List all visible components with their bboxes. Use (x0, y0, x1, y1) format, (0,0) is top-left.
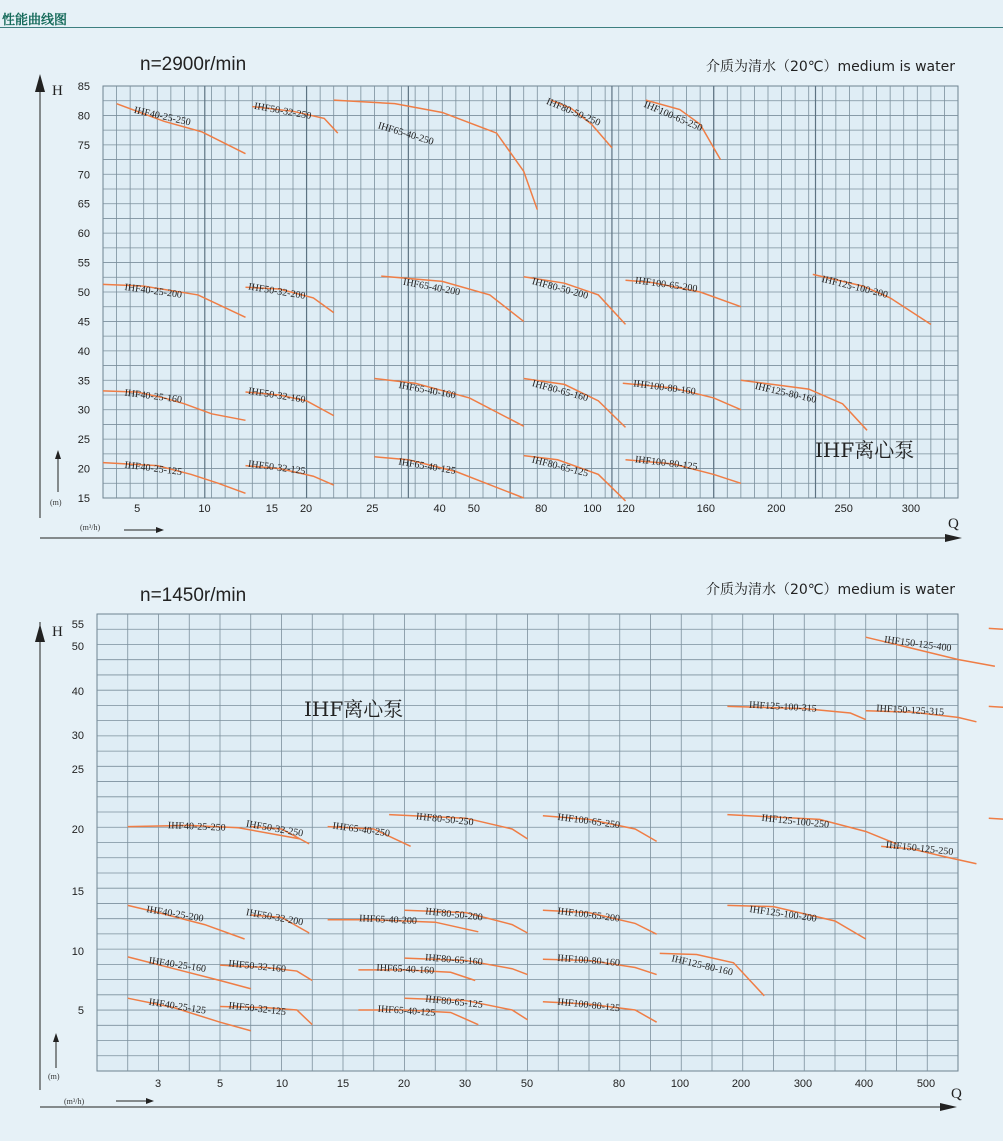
y-tick-label: 25 (77, 434, 90, 447)
x-tick-label: 100 (670, 1078, 690, 1090)
curve-IHF200-150-250 (989, 818, 1003, 860)
x-axis-name: Q (948, 516, 959, 532)
curve-IHF200-150-400 (989, 628, 1003, 657)
y-tick-label: 40 (77, 345, 90, 358)
x-tick-label: 200 (731, 1078, 751, 1090)
curve-label: IHF40-25-125 (147, 996, 207, 1017)
x-tick-label: 25 (366, 503, 379, 515)
curve-label: IHF80-65-125 (424, 993, 484, 1011)
x-tick-label: 160 (696, 503, 715, 515)
curve-label: IHF125-100-200 (748, 904, 818, 925)
y-tick-label: 20 (77, 463, 90, 476)
curve-label: IHF40-25-125 (123, 459, 183, 479)
speed-label: n=2900r/min (140, 54, 247, 75)
curve-label: IHF100-80-125 (556, 996, 621, 1015)
curve-label: IHF80-65-125 (530, 454, 590, 480)
curve-label: IHF65-40-200 (402, 276, 461, 299)
x-tick-label: 5 (216, 1078, 224, 1090)
curve-label: IHF65-40-125 (397, 456, 457, 477)
curve-label: IHF125-80-160 (670, 953, 734, 979)
y-tick-label: 5 (77, 1005, 84, 1017)
y-tick-label: 30 (71, 730, 84, 742)
unit-arrow-up-head (55, 450, 61, 459)
x-tick-label: 20 (397, 1078, 411, 1090)
y-axis-arrow (35, 74, 45, 92)
curve-label: IHF100-65-250 (641, 99, 704, 135)
x-tick-label: 300 (793, 1078, 813, 1090)
curve-label: IHF50-32-125 (247, 458, 307, 478)
y-tick-label: 50 (71, 641, 84, 653)
y-tick-label: 25 (71, 764, 84, 776)
y-tick-label: 40 (71, 686, 84, 698)
y-tick-label: 60 (77, 228, 90, 241)
curve-label: IHF150-125-315 (876, 703, 945, 719)
curve-label: IHF50-32-125 (227, 1000, 287, 1019)
curve-label: IHF50-32-200 (245, 907, 304, 929)
x-tick-label: 20 (299, 503, 313, 515)
medium-label: 介质为清水（20℃）medium is water (705, 59, 955, 75)
y-tick-label: 15 (71, 886, 84, 898)
x-axis-arrow (940, 1103, 957, 1111)
curve-label: IHF125-100-315 (748, 699, 818, 715)
medium-label: 介质为清水（20℃）medium is water (705, 582, 955, 598)
x-tick-label: 3 (154, 1078, 162, 1090)
curve-label: IHF50-32-200 (247, 281, 307, 302)
section-title: 性能曲线图 (2, 13, 68, 28)
x-tick-label: 30 (458, 1078, 472, 1090)
y-axis-name: H (52, 83, 63, 99)
y-tick-label: 80 (77, 110, 90, 123)
y-tick-label: 50 (77, 287, 90, 299)
curve-label: IHF80-50-250 (544, 96, 602, 129)
curve-label: IHF65-40-250 (331, 820, 391, 840)
y-tick-label: 10 (71, 946, 84, 958)
curve-label: IHF50-32-160 (227, 958, 287, 976)
curve-label: IHF100-80-160 (632, 378, 697, 398)
curve-label: IHF40-25-250 (132, 105, 192, 129)
curve-label: IHF65-40-250 (376, 120, 435, 148)
y-tick-label: 35 (77, 375, 90, 388)
x-tick-label: 250 (834, 503, 853, 515)
x-axis-arrow (945, 534, 962, 542)
curve-label: IHF80-65-160 (424, 952, 484, 968)
brand-label: IHF离心泵 (815, 438, 915, 462)
curve-label: IHF150-125-400 (883, 634, 953, 655)
x-tick-label: 15 (336, 1078, 350, 1090)
curve-label: IHF40-25-200 (145, 904, 205, 925)
brand-label: IHF离心泵 (304, 697, 404, 721)
curve-label: IHF40-25-200 (123, 282, 183, 301)
y-tick-label: 30 (77, 404, 90, 417)
y-axis-arrow (35, 624, 45, 642)
x-tick-label: 50 (520, 1078, 534, 1090)
x-tick-label: 10 (198, 503, 211, 515)
curve-label: IHF100-80-125 (634, 454, 698, 473)
curve-label: IHF80-50-250 (415, 811, 475, 829)
y-unit: (m) (50, 498, 62, 507)
curve-label: IHF80-65-160 (530, 378, 590, 405)
curve-label: IHF125-80-160 (753, 380, 818, 406)
x-tick-label: 400 (854, 1078, 874, 1090)
curve-label: IHF65-40-125 (377, 1003, 436, 1019)
x-tick-label: 15 (265, 503, 278, 515)
curve-label: IHF40-25-160 (123, 387, 183, 406)
curve-label: IHF65-40-160 (376, 962, 435, 977)
unit-arrow-right-head (156, 527, 164, 533)
curve-label: IHF100-65-250 (556, 811, 621, 832)
x-unit: (m³/h) (80, 523, 101, 532)
curve-label: IHF125-100-250 (761, 812, 830, 831)
curve-label: IHF125-100-200 (820, 273, 889, 301)
x-tick-label: 500 (916, 1078, 936, 1090)
curve-label: IHF40-25-250 (167, 820, 226, 834)
x-tick-label: 200 (767, 503, 786, 515)
y-tick-label: 65 (77, 198, 90, 211)
y-tick-label: 45 (77, 316, 90, 329)
unit-arrow-right-head (146, 1098, 154, 1104)
x-axis-name: Q (951, 1086, 962, 1102)
curve-label: IHF100-65-200 (556, 905, 621, 925)
curve-label: IHF50-32-160 (247, 385, 307, 406)
curve-label: IHF100-80-160 (556, 952, 621, 969)
y-tick-label: 20 (71, 824, 84, 836)
y-unit: (m) (48, 1072, 60, 1081)
y-tick-label: 85 (77, 81, 90, 93)
curve-label: IHF65-40-200 (358, 913, 418, 927)
curve-IHF200-150-315 (989, 706, 1003, 730)
unit-arrow-up-head (53, 1033, 59, 1042)
chart-2900 (35, 54, 962, 542)
speed-label: n=1450r/min (140, 585, 247, 606)
curve-label: IHF50-32-250 (253, 100, 313, 122)
y-axis-name: H (52, 624, 63, 640)
curve-label: IHF40-25-160 (147, 955, 207, 975)
curve-label: IHF80-50-200 (530, 276, 590, 302)
x-unit: (m³/h) (64, 1097, 85, 1106)
curve-label: IHF65-40-160 (397, 380, 457, 402)
y-tick-label: 75 (77, 139, 90, 152)
x-tick-label: 40 (433, 503, 446, 515)
y-tick-label: 55 (77, 257, 90, 270)
x-tick-label: 80 (612, 1078, 626, 1090)
x-tick-label: 120 (616, 503, 635, 515)
x-tick-label: 5 (134, 503, 141, 515)
x-tick-label: 100 (583, 503, 602, 515)
curve-label: IHF50-32-250 (245, 818, 304, 840)
curve-label: IHF150-125-250 (885, 839, 954, 858)
curve-label: IHF100-65-200 (634, 275, 699, 295)
y-tick-label: 70 (77, 169, 90, 182)
curve-label: IHF80-50-200 (424, 906, 484, 924)
x-tick-label: 300 (901, 503, 921, 515)
y-tick-label: 15 (77, 493, 90, 505)
chart-1450 (35, 581, 1003, 1111)
y-tick-label: 55 (71, 619, 84, 631)
x-tick-label: 10 (275, 1078, 289, 1090)
x-tick-label: 80 (535, 503, 548, 515)
x-tick-label: 50 (467, 503, 480, 515)
